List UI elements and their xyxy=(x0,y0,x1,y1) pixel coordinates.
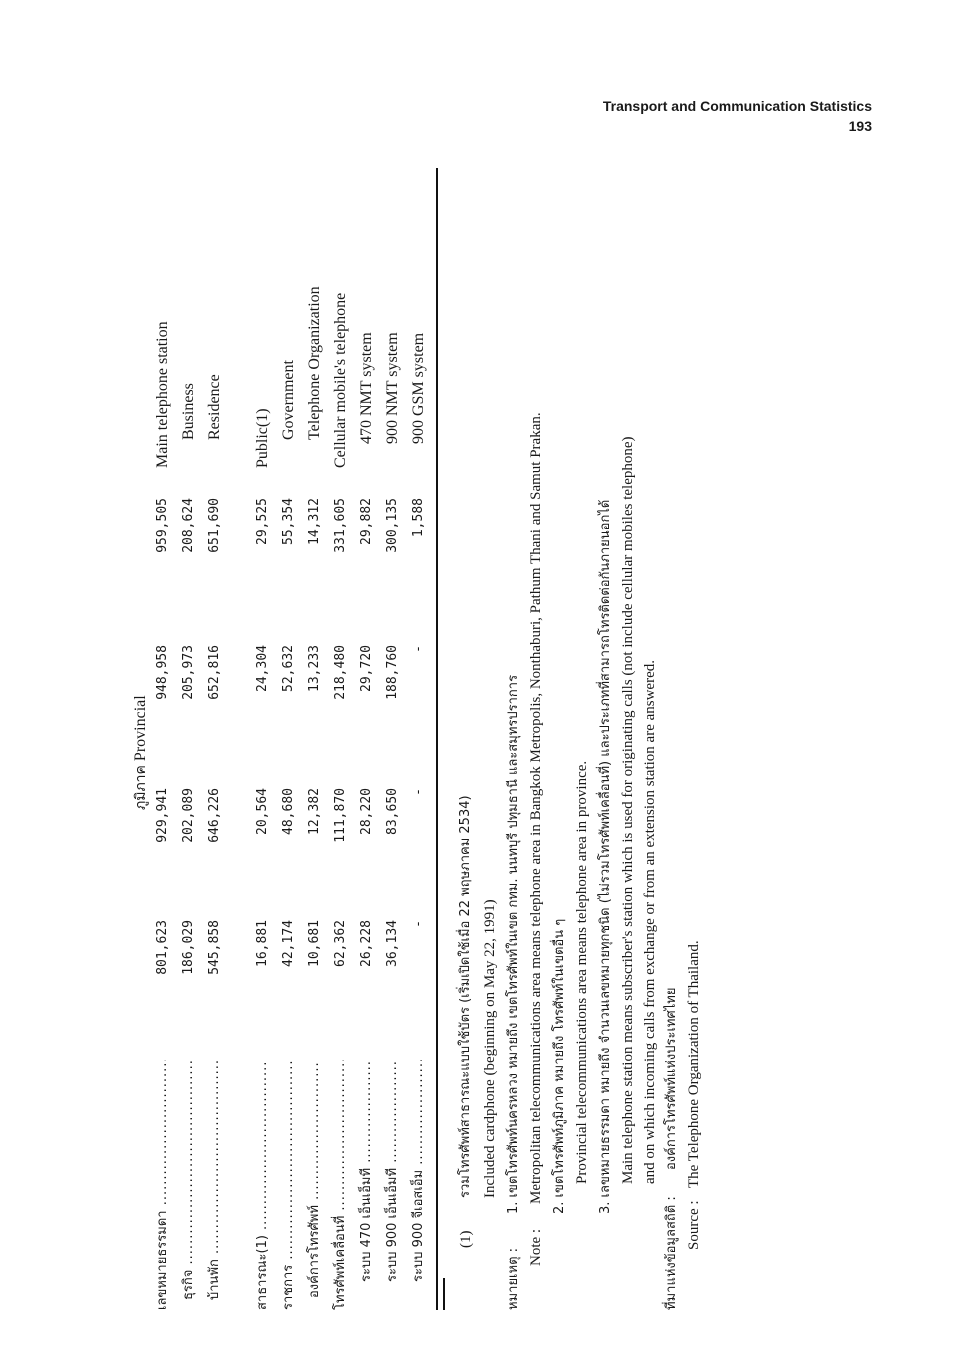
table-bottom-rule xyxy=(436,168,438,1310)
cell-value: 62,362 xyxy=(333,920,348,967)
table-row xyxy=(380,150,406,1310)
footnote-1-marker: (1) xyxy=(458,1230,474,1248)
cell-value: 12,382 xyxy=(307,788,322,835)
cell-value: 959,505 xyxy=(155,498,170,553)
region-heading-english: Provincial xyxy=(132,695,149,762)
cell-value: 52,632 xyxy=(281,645,296,692)
cell-value: 16,881 xyxy=(255,920,270,967)
remark-label: หมายเหตุ : xyxy=(506,1247,521,1310)
row-label-english: Public(1) xyxy=(254,408,271,468)
cell-value: 801,623 xyxy=(155,920,170,975)
row-label-thai: ระบบ 900 จีเอสเอ็ม ..... xyxy=(406,1060,432,1310)
footnote-1-english: Included cardphone (beginning on May 22, 1991) xyxy=(482,899,498,1198)
table-row xyxy=(150,150,176,1310)
row-label-english: Business xyxy=(180,383,197,440)
source-english: The Telephone Organization of Thailand. xyxy=(686,940,702,1188)
cell-value: 331,605 xyxy=(333,498,348,553)
cell-value: - xyxy=(411,645,426,653)
source-thai: องค์การโทรศัพท์แห่งประเทศไทย xyxy=(664,987,679,1170)
row-label-thai: โทรศัพท์เคลื่อนที่ ..... xyxy=(328,1060,354,1310)
page-number: 193 xyxy=(848,118,872,134)
row-label-english: 900 NMT system xyxy=(384,332,401,444)
cell-value: 545,858 xyxy=(207,920,222,975)
cell-value: - xyxy=(411,788,426,796)
cell-value: 186,029 xyxy=(181,920,196,975)
footnote-1-thai: รวมโทรศัพท์สาธารณะแบบใช้บัตร (เริ่มเปิดใช้เมื่อ 22 พฤษภาคม 2534) xyxy=(458,795,473,1198)
row-label-english: Government xyxy=(280,360,297,440)
cell-value: 14,312 xyxy=(307,498,322,545)
page-header xyxy=(603,96,872,136)
cell-value: 300,135 xyxy=(385,498,400,553)
row-label-thai: สาธารณะ(1) ..... xyxy=(250,1060,276,1310)
cell-value: 652,816 xyxy=(207,645,222,700)
cell-value: 111,870 xyxy=(333,788,348,843)
cell-value: 929,941 xyxy=(155,788,170,843)
cell-value: - xyxy=(411,920,426,928)
cell-value: 26,228 xyxy=(359,920,374,967)
note-3a: Main telephone station means subscriber's station which is used for originating calls (not include cellular mobiles telephone) xyxy=(620,436,636,1184)
cell-value: 42,174 xyxy=(281,920,296,967)
note-1: Metropolitan telecommunications area means telephone area in Bangkok Metropolis, Nonthaburi, Pathum Thani and Samut Prakan. xyxy=(528,412,544,1204)
cell-value: 36,134 xyxy=(385,920,400,967)
row-label-thai: บ้านพัก ..... xyxy=(202,1060,228,1310)
row-label-thai: องค์การโทรศัพท์ ..... xyxy=(302,1060,328,1310)
cell-value: 28,220 xyxy=(359,788,374,835)
cell-value: 948,958 xyxy=(155,645,170,700)
table-row xyxy=(328,150,354,1310)
region-heading xyxy=(130,695,152,810)
note-3b: and on which incoming calls from exchange or from an extension station are answered. xyxy=(642,660,658,1184)
source-thai-label: ที่มาแห่งข้อมูลสถิติ : xyxy=(664,1196,679,1310)
rotated-table-page xyxy=(130,150,702,1310)
row-label-english: 470 NMT system xyxy=(358,332,375,444)
remark-3: 3. เลขหมายธรรมดา หมายถึง จำนวนเลขหมายทุกชนิด (ไม่รวมโทรศัพท์เคลื่อนที่) และประเภทที่สามารถโทรติดต่อกันภายนอกได้ xyxy=(598,499,613,1214)
table-row xyxy=(202,150,228,1310)
header-title: Transport and Communication Statistics xyxy=(602,98,872,114)
cell-value: 651,690 xyxy=(207,498,222,553)
source-english-label: Source : xyxy=(686,1200,702,1250)
cell-value: 83,650 xyxy=(385,788,400,835)
cell-value: 202,089 xyxy=(181,788,196,843)
note-2: Provincial telecommunications area means telephone area in province. xyxy=(574,760,590,1184)
row-label-thai: ธุรกิจ ..... xyxy=(176,1060,202,1310)
cell-value: 29,525 xyxy=(255,498,270,545)
cell-value: 188,760 xyxy=(385,645,400,700)
row-label-english: Cellular mobile's telephone xyxy=(332,292,349,468)
cell-value: 13,233 xyxy=(307,645,322,692)
cell-value: 29,882 xyxy=(359,498,374,545)
row-label-thai: ระบบ 900 เอ็นเอ็มที ..... xyxy=(380,1060,406,1310)
row-label-thai: ราชการ ..... xyxy=(276,1060,302,1310)
cell-value: 29,720 xyxy=(359,645,374,692)
cell-value: 1,588 xyxy=(411,498,426,538)
table-row xyxy=(276,150,302,1310)
row-label-english: Residence xyxy=(206,374,223,440)
cell-value: 10,681 xyxy=(307,920,322,967)
cell-value: 218,480 xyxy=(333,645,348,700)
cell-value: 48,680 xyxy=(281,788,296,835)
row-label-english: Main telephone station xyxy=(154,321,171,468)
cell-value: 24,304 xyxy=(255,645,270,692)
table-row xyxy=(354,150,380,1310)
table-row xyxy=(250,150,276,1310)
row-label-thai: ระบบ 470 เอ็นเอ็มที ..... xyxy=(354,1060,380,1310)
remark-2: 2. เขตโทรศัพท์ภูมิภาค หมายถึง โทรศัพท์ในเขตอื่น ๆ xyxy=(552,918,567,1214)
row-label-english: Telephone Organization xyxy=(306,286,323,440)
table-row xyxy=(176,150,202,1310)
row-label-thai: เลขหมายธรรมดา ..... xyxy=(150,1060,176,1310)
note-label: Note : xyxy=(528,1228,544,1266)
remark-1: 1. เขตโทรศัพท์นครหลวง หมายถึง เขตโทรศัพท์ในเขต กทม. นนทบุรี ปทุมธานี และสมุทรปราการ xyxy=(506,674,521,1214)
cell-value: 205,973 xyxy=(181,645,196,700)
table-bottom-rule-short xyxy=(443,1278,445,1310)
table-row xyxy=(302,150,328,1310)
region-heading-thai: ภูมิภาค xyxy=(133,765,149,810)
cell-value: 55,354 xyxy=(281,498,296,545)
cell-value: 20,564 xyxy=(255,788,270,835)
cell-value: 208,624 xyxy=(181,498,196,553)
row-label-english: 900 GSM system xyxy=(410,332,427,444)
cell-value: 646,226 xyxy=(207,788,222,843)
table-row xyxy=(406,150,432,1310)
